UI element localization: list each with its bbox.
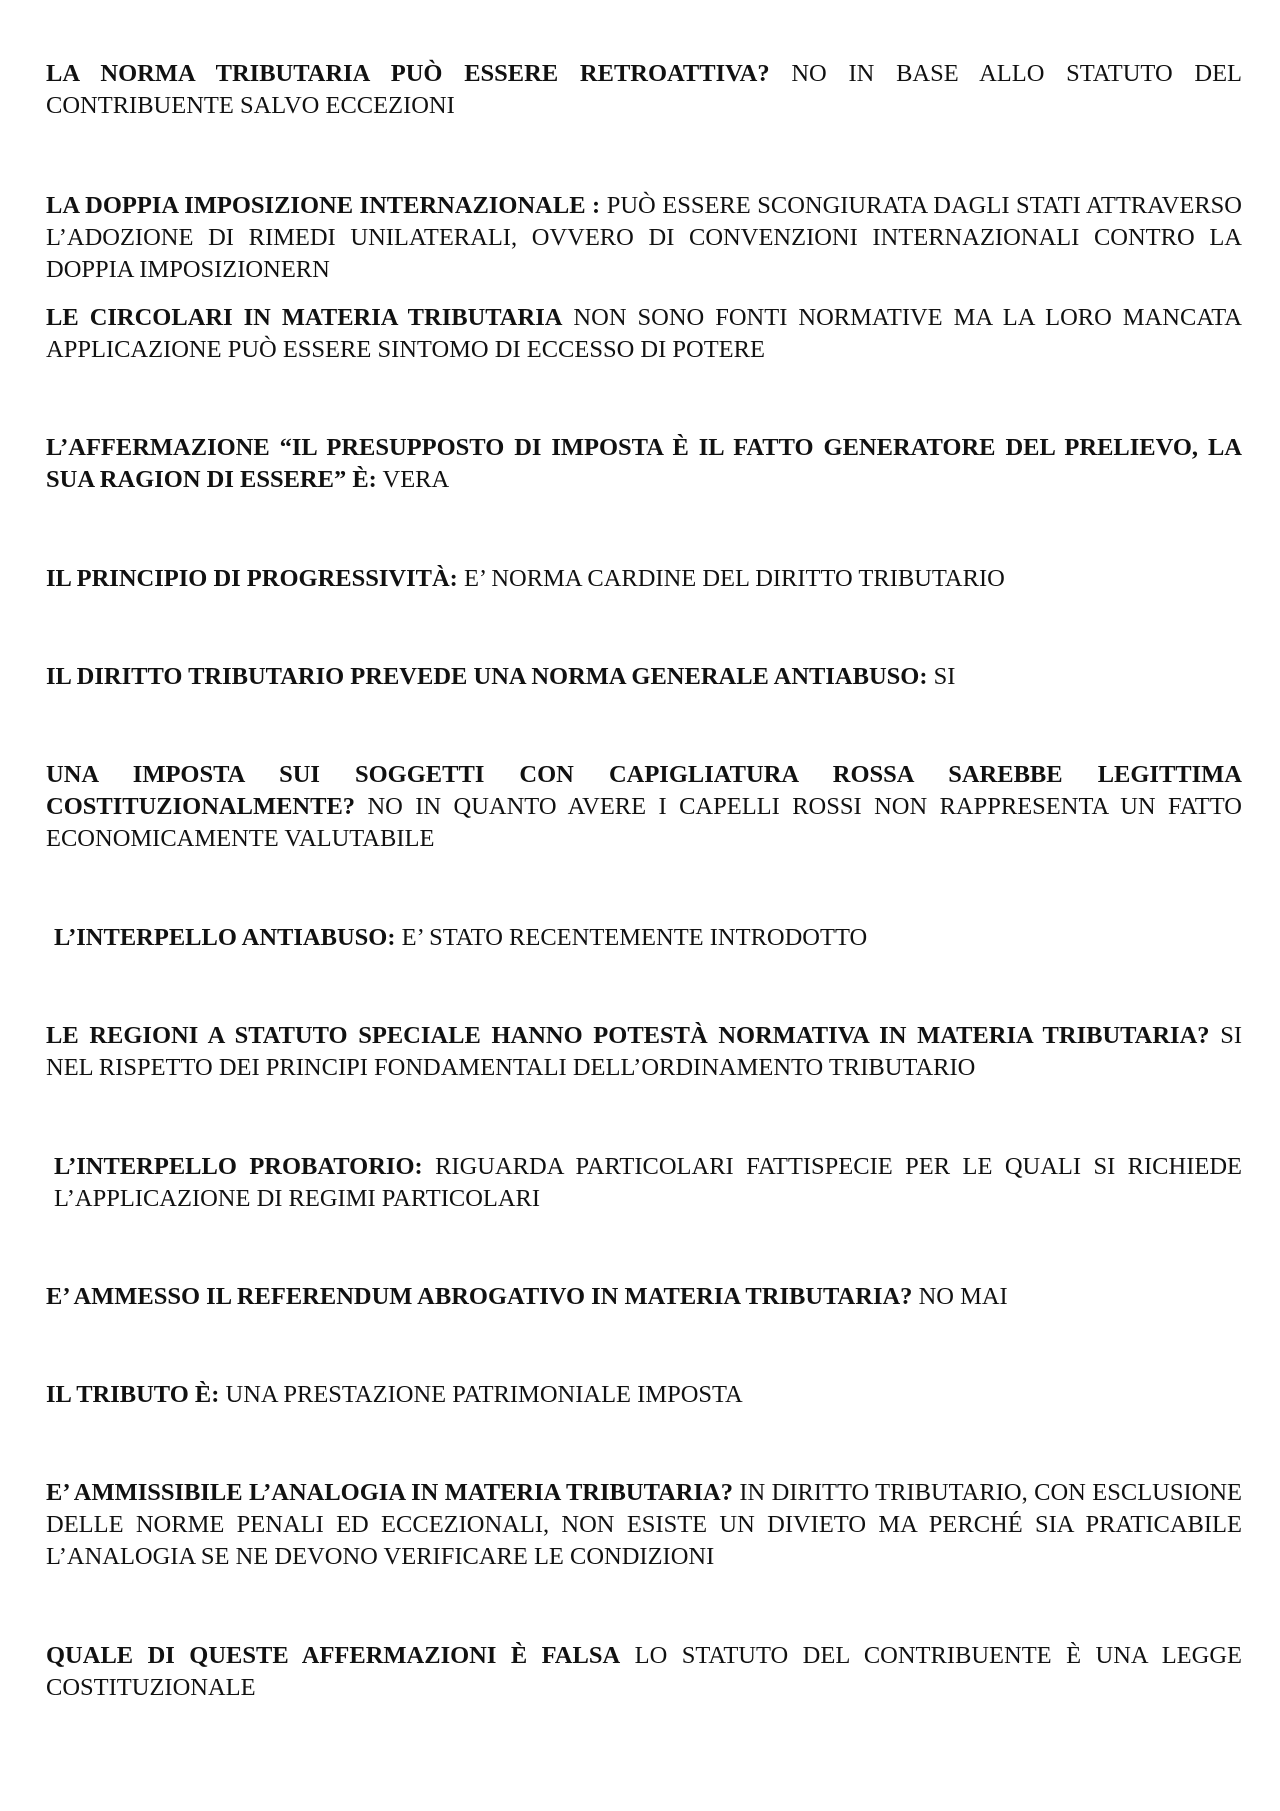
question-text: LE CIRCOLARI IN MATERIA TRIBUTARIA bbox=[46, 304, 563, 331]
question-text: LA DOPPIA IMPOSIZIONE INTERNAZIONALE : bbox=[46, 192, 601, 219]
answer-text: SI bbox=[927, 663, 956, 690]
question-text: L’AFFERMAZIONE “IL PRESUPPOSTO DI IMPOSTA È IL FATTO GENERATORE DEL PRELIEVO, LA SUA RAGION DI ESSERE” È: bbox=[46, 434, 1242, 493]
qa-item-retroattivita bbox=[46, 58, 1242, 122]
qa-item-tributo bbox=[46, 1379, 1242, 1411]
qa-item-circolari bbox=[46, 302, 1242, 366]
answer-text: NON SONO FONTI NORMATIVE MA LA LORO MANCATA APPLICAZIONE PUÒ ESSERE SINTOMO DI ECCESSO DI POTERE bbox=[46, 304, 1242, 363]
qa-item-regioni bbox=[46, 1020, 1242, 1084]
qa-item-affermazione-falsa bbox=[46, 1640, 1242, 1704]
answer-text: SI NEL RISPETTO DEI PRINCIPI FONDAMENTALI DELL’ORDINAMENTO TRIBUTARIO bbox=[46, 1022, 1242, 1081]
question-text: IL TRIBUTO È: bbox=[46, 1381, 220, 1408]
qa-item-doppia-imposizione bbox=[46, 190, 1242, 286]
question-text: E’ AMMESSO IL REFERENDUM ABROGATIVO IN MATERIA TRIBUTARIA? bbox=[46, 1283, 913, 1310]
answer-text: NO MAI bbox=[912, 1283, 1008, 1310]
question-text: LE REGIONI A STATUTO SPECIALE HANNO POTESTÀ NORMATIVA IN MATERIA TRIBUTARIA? bbox=[46, 1022, 1210, 1049]
question-text: L’INTERPELLO ANTIABUSO: bbox=[54, 924, 396, 951]
qa-item-analogia bbox=[46, 1477, 1242, 1573]
qa-item-progressivita bbox=[46, 563, 1242, 595]
answer-text: VERA bbox=[376, 466, 450, 493]
qa-item-antiabuso bbox=[46, 661, 1242, 693]
qa-item-referendum bbox=[46, 1281, 1242, 1313]
question-text: IL DIRITTO TRIBUTARIO PREVEDE UNA NORMA GENERALE ANTIABUSO: bbox=[46, 663, 928, 690]
question-text: IL PRINCIPIO DI PROGRESSIVITÀ: bbox=[46, 565, 458, 592]
answer-text: RIGUARDA PARTICOLARI FATTISPECIE PER LE QUALI SI RICHIEDE L’APPLICAZIONE DI REGIMI PARTICOLARI bbox=[54, 1153, 1242, 1212]
question-text: L’INTERPELLO PROBATORIO: bbox=[54, 1153, 423, 1180]
qa-item-presupposto bbox=[46, 432, 1242, 496]
answer-text: IN DIRITTO TRIBUTARIO, CON ESCLUSIONE DELLE NORME PENALI ED ECCEZIONALI, NON ESISTE UN DIVIETO MA PERCHÉ SIA PRATICABILE L’ANALOGIA SE NE DEVONO VERIFICARE LE CONDIZIONI bbox=[46, 1479, 1242, 1570]
qa-item-interpello-antiabuso bbox=[46, 922, 1242, 954]
qa-item-capigliatura bbox=[46, 759, 1242, 855]
answer-text: LO STATUTO DEL CONTRIBUENTE È UNA LEGGE COSTITUZIONALE bbox=[46, 1642, 1242, 1701]
question-text: E’ AMMISSIBILE L’ANALOGIA IN MATERIA TRIBUTARIA? bbox=[46, 1479, 733, 1506]
question-text: UNA IMPOSTA SUI SOGGETTI CON CAPIGLIATURA ROSSA SAREBBE LEGITTIMA COSTITUZIONALMENTE? bbox=[46, 761, 1242, 820]
question-text: LA NORMA TRIBUTARIA PUÒ ESSERE RETROATTIVA? bbox=[46, 60, 770, 87]
question-text: QUALE DI QUESTE AFFERMAZIONI È FALSA bbox=[46, 1642, 621, 1669]
answer-text: E’ STATO RECENTEMENTE INTRODOTTO bbox=[395, 924, 868, 951]
answer-text: E’ NORMA CARDINE DEL DIRITTO TRIBUTARIO bbox=[457, 565, 1005, 592]
answer-text: PUÒ ESSERE SCONGIURATA DAGLI STATI ATTRAVERSO L’ADOZIONE DI RIMEDI UNILATERALI, OVVERO DI CONVENZIONI INTERNAZIONALI CONTRO LA DOPPIA IMPOSIZIONERN bbox=[46, 192, 1242, 283]
answer-text: NO IN QUANTO AVERE I CAPELLI ROSSI NON RAPPRESENTA UN FATTO ECONOMICAMENTE VALUTABILE bbox=[46, 793, 1242, 852]
qa-item-interpello-probatorio bbox=[46, 1151, 1242, 1215]
answer-text: UNA PRESTAZIONE PATRIMONIALE IMPOSTA bbox=[219, 1381, 743, 1408]
answer-text: NO IN BASE ALLO STATUTO DEL CONTRIBUENTE SALVO ECCEZIONI bbox=[46, 60, 1243, 119]
